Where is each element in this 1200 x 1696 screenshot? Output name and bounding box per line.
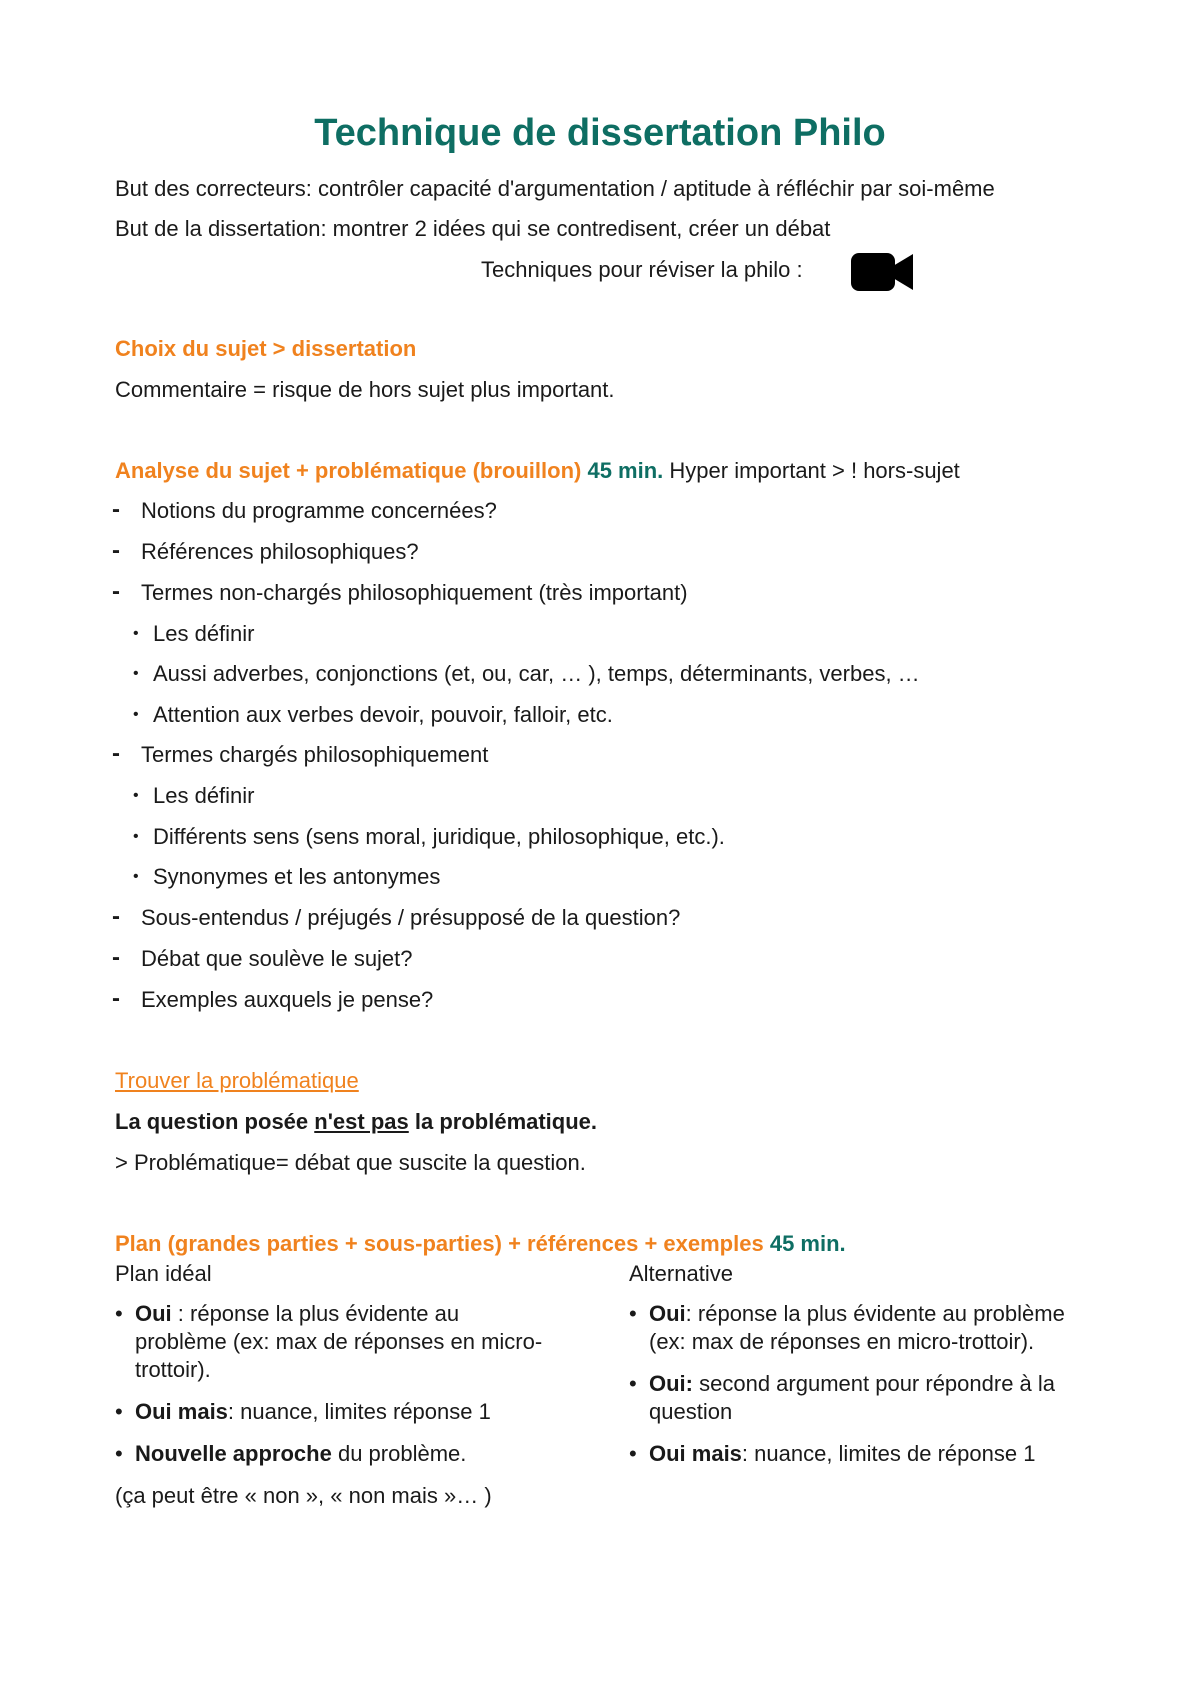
list-item	[115, 1398, 555, 1426]
item-keyword: Nouvelle approche	[135, 1441, 332, 1466]
dot-bullet: •	[629, 1301, 637, 1326]
plan-ideal-column	[115, 1260, 555, 1510]
list-item: Termes chargés philosophiquement	[141, 742, 489, 767]
list-item	[629, 1370, 1089, 1426]
plan-ideal-note: (ça peut être « non », « non mais »… )	[115, 1483, 492, 1508]
dot-bullet: •	[133, 868, 139, 885]
dash-bullet: -	[112, 740, 120, 767]
item-keyword: Oui mais	[135, 1399, 228, 1424]
problematique-link[interactable]: Trouver la problématique	[115, 1068, 359, 1093]
dot-bullet: •	[133, 828, 139, 845]
item-text: second argument pour répondre à la question	[649, 1371, 1056, 1424]
dash-bullet: -	[112, 903, 120, 930]
sub-list-item: Les définir	[153, 621, 255, 646]
item-text: : réponse la plus évidente au problème (ex: max de réponses en micro-trottoir).	[135, 1301, 543, 1382]
item-keyword: Oui	[135, 1301, 172, 1326]
intro-line-dissertation: But de la dissertation: montrer 2 idées qui se contredisent, créer un débat	[115, 216, 831, 241]
dash-bullet: -	[112, 496, 120, 523]
dot-bullet: •	[115, 1441, 123, 1466]
intro-line-correcteurs: But des correcteurs: contrôler capacité d'argumentation / aptitude à réfléchir par soi-même	[115, 176, 995, 201]
list-item	[629, 1300, 1089, 1356]
sub-list-item: Aussi adverbes, conjonctions (et, ou, car, … ), temps, déterminants, verbes, …	[153, 661, 920, 686]
list-item	[115, 1440, 555, 1468]
section-plan-time: 45 min.	[769, 1231, 846, 1256]
list-item: Exemples auxquels je pense?	[141, 987, 434, 1012]
item-keyword: Oui	[649, 1301, 686, 1326]
dash-bullet: -	[112, 985, 120, 1012]
dot-bullet: •	[133, 665, 139, 682]
dot-bullet: •	[629, 1441, 637, 1466]
list-item: Références philosophiques?	[141, 539, 419, 564]
section-analyse-note: Hyper important > ! hors-sujet	[663, 458, 960, 483]
sub-list-item: Attention aux verbes devoir, pouvoir, falloir, etc.	[153, 702, 613, 727]
section-plan-title: Plan (grandes parties + sous-parties) + références + exemples	[115, 1231, 764, 1256]
plan-ideal-title: Plan idéal	[115, 1261, 212, 1286]
dot-bullet: •	[133, 787, 139, 804]
list-item: Notions du programme concernées?	[141, 498, 497, 523]
list-item: Termes non-chargés philosophiquement (très important)	[141, 580, 688, 605]
item-text: : nuance, limites de réponse 1	[741, 1441, 1036, 1466]
intro-line-techniques: Techniques pour réviser la philo :	[481, 257, 803, 282]
item-keyword: Oui:	[649, 1371, 693, 1396]
section-analyse-title: Analyse du sujet + problématique (brouillon)	[115, 458, 582, 483]
plan-alternative-title: Alternative	[629, 1261, 733, 1286]
sub-list-item: Les définir	[153, 783, 255, 808]
dot-bullet: •	[133, 706, 139, 723]
section-analyse-time: 45 min.	[587, 458, 664, 483]
list-item: Débat que soulève le sujet?	[141, 946, 413, 971]
item-text: du problème.	[331, 1441, 467, 1466]
section-choix-text: Commentaire = risque de hors sujet plus important.	[115, 377, 615, 402]
item-text: : réponse la plus évidente au problème (ex: max de réponses en micro-trottoir).	[649, 1301, 1065, 1354]
section-plan-heading	[115, 1230, 846, 1258]
dot-bullet: •	[115, 1399, 123, 1424]
dot-bullet: •	[115, 1301, 123, 1326]
dash-bullet: -	[112, 537, 120, 564]
list-item	[115, 1300, 555, 1384]
question-statement-start: La question posée	[115, 1109, 315, 1134]
question-statement	[115, 1108, 597, 1136]
section-analyse-heading	[115, 457, 960, 485]
list-item	[629, 1440, 1089, 1468]
question-statement-end: la problématique.	[408, 1109, 598, 1134]
dash-bullet: -	[112, 578, 120, 605]
item-text: : nuance, limites réponse 1	[227, 1399, 491, 1424]
list-item: Sous-entendus / préjugés / présupposé de la question?	[141, 905, 681, 930]
plan-alternative-column	[629, 1260, 1089, 1482]
page-title: Technique de dissertation Philo	[314, 112, 886, 154]
sub-list-item: Différents sens (sens moral, juridique, philosophique, etc.).	[153, 824, 725, 849]
dot-bullet: •	[629, 1371, 637, 1396]
dash-bullet: -	[112, 944, 120, 971]
sub-list-item: Synonymes et les antonymes	[153, 864, 441, 889]
problematique-definition: > Problématique= débat que suscite la question.	[115, 1150, 586, 1175]
item-keyword: Oui mais	[649, 1441, 742, 1466]
question-statement-underlined: n'est pas	[314, 1109, 409, 1134]
section-choix-heading: Choix du sujet > dissertation	[115, 336, 417, 361]
video-camera-icon[interactable]	[851, 251, 915, 293]
dot-bullet: •	[133, 625, 139, 642]
